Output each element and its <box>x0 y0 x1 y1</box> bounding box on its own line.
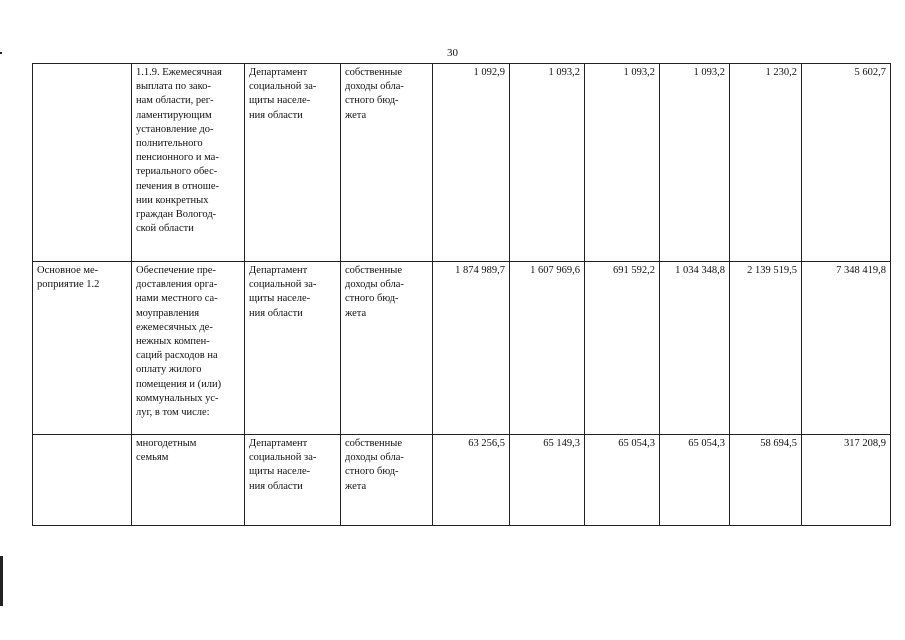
measure-line: нами местного са- <box>136 293 218 305</box>
executor-line: Департамент <box>249 438 308 449</box>
executor-line: щиты населе- <box>249 95 311 107</box>
value-cell: 2 139 519,5 <box>730 262 802 435</box>
scan-edge-mark <box>0 52 2 54</box>
executor-line: ния области <box>249 307 303 319</box>
measure-line: доставления орга- <box>136 279 218 291</box>
executor-cell <box>245 435 341 526</box>
measure-line: помещения и (или) <box>136 378 222 390</box>
measure-line: пенсионного и ма- <box>136 152 219 164</box>
executor-line: социальной за- <box>249 81 317 93</box>
source-line: стного бюд- <box>345 95 399 107</box>
measure-line: полнительного <box>136 138 203 150</box>
value-cell: 1 874 989,7 <box>433 262 510 435</box>
value-cell: 63 256,5 <box>433 435 510 526</box>
value-cell: 1 092,9 <box>433 64 510 262</box>
table-row <box>33 64 891 262</box>
scan-edge-mark <box>0 556 3 606</box>
source-line: собственные <box>345 438 403 449</box>
value-cell: 1 607 969,6 <box>510 262 585 435</box>
measure-line: нежных компен- <box>136 336 210 348</box>
value-cell: 1 093,2 <box>585 64 660 262</box>
value-cell: 58 694,5 <box>730 435 802 526</box>
measure-line: печения в отноше- <box>136 180 220 192</box>
activity-label: Основное ме- <box>37 265 99 276</box>
measure-cell <box>132 435 245 526</box>
source-line: жета <box>345 109 367 121</box>
value-cell: 65 149,3 <box>510 435 585 526</box>
measure-line: ламентирующим <box>136 109 212 121</box>
measure-line: семьям <box>136 452 169 464</box>
measure-line: нии конкретных <box>136 194 209 206</box>
measure-line: установление до- <box>136 123 214 135</box>
activity-cell <box>33 435 132 526</box>
value-cell: 65 054,3 <box>585 435 660 526</box>
table-row <box>33 262 891 435</box>
value-cell: 7 348 419,8 <box>802 262 891 435</box>
value-cell: 1 093,2 <box>510 64 585 262</box>
value-cell: 5 602,7 <box>802 64 891 262</box>
source-line: собственные <box>345 67 403 78</box>
source-line: жета <box>345 480 367 492</box>
source-line: доходы обла- <box>345 452 404 464</box>
measure-line: оплату жилого <box>136 364 202 376</box>
measure-line: саций расходов на <box>136 350 218 362</box>
activity-cell <box>33 262 132 435</box>
activity-cell <box>33 64 132 262</box>
executor-line: щиты населе- <box>249 466 311 478</box>
value-cell: 691 592,2 <box>585 262 660 435</box>
value-cell: 1 034 348,8 <box>660 262 730 435</box>
measure-line: моуправления <box>136 307 200 319</box>
source-cell <box>341 262 433 435</box>
budget-table <box>32 63 891 526</box>
measure-line: Обеспечение пре- <box>136 265 216 276</box>
measure-cell <box>132 64 245 262</box>
value-cell: 1 093,2 <box>660 64 730 262</box>
source-cell <box>341 64 433 262</box>
source-line: собственные <box>345 265 403 276</box>
executor-line: ния области <box>249 109 303 121</box>
value-cell: 317 208,9 <box>802 435 891 526</box>
source-line: жета <box>345 307 367 319</box>
measure-line: граждан Вологод- <box>136 209 217 221</box>
value-cell: 1 230,2 <box>730 64 802 262</box>
page-number: 30 <box>447 47 458 59</box>
executor-line: Департамент <box>249 67 308 78</box>
measure-line: многодетным <box>136 438 197 449</box>
measure-line: териального обес- <box>136 166 218 178</box>
executor-line: щиты населе- <box>249 293 311 305</box>
executor-cell <box>245 64 341 262</box>
executor-line: социальной за- <box>249 279 317 291</box>
value-cell: 65 054,3 <box>660 435 730 526</box>
measure-line: ской области <box>136 223 194 235</box>
activity-label: роприятие 1.2 <box>37 279 100 291</box>
measure-line: ежемесячных де- <box>136 321 213 333</box>
executor-cell <box>245 262 341 435</box>
table-row <box>33 435 891 526</box>
source-line: стного бюд- <box>345 293 399 305</box>
measure-line: коммунальных ус- <box>136 392 219 404</box>
measure-line: 1.1.9. Ежемесячная <box>136 67 222 78</box>
executor-line: ния области <box>249 480 303 492</box>
source-line: стного бюд- <box>345 466 399 478</box>
measure-line: нам области, рег- <box>136 95 214 107</box>
source-line: доходы обла- <box>345 81 404 93</box>
source-line: доходы обла- <box>345 279 404 291</box>
executor-line: Департамент <box>249 265 308 276</box>
measure-line: луг, в том числе: <box>136 407 210 419</box>
executor-line: социальной за- <box>249 452 317 464</box>
measure-cell <box>132 262 245 435</box>
measure-line: выплата по зако- <box>136 81 211 93</box>
source-cell <box>341 435 433 526</box>
